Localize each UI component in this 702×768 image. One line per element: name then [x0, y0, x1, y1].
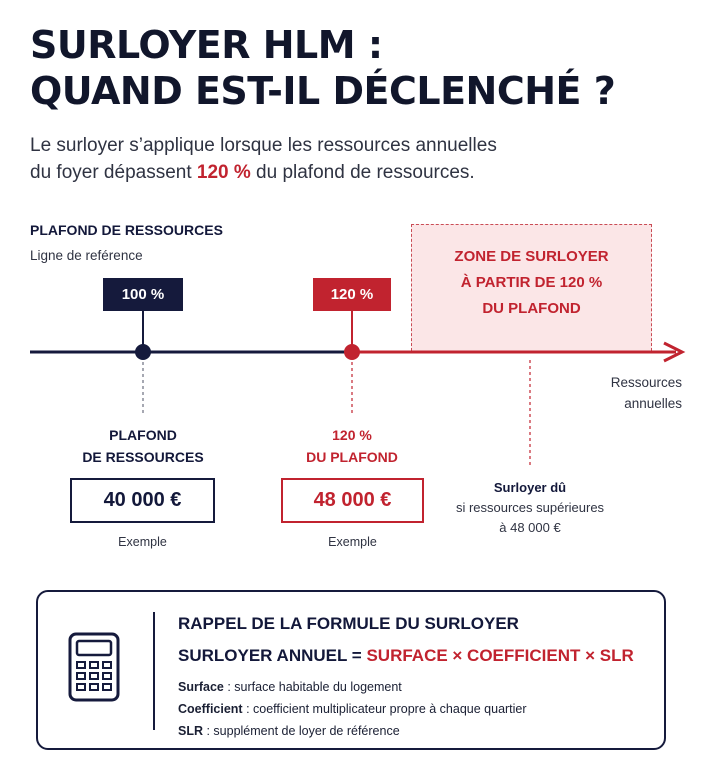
point-120-label: [272, 424, 432, 468]
definition-separator: :: [242, 702, 254, 716]
point-120-label-line-2: DU PLAFOND: [306, 449, 398, 465]
definition-separator: :: [223, 680, 235, 694]
formula-card: [36, 590, 666, 750]
point-100-label-line-2: DE RESSOURCES: [82, 449, 204, 465]
definition-coefficient: [178, 702, 527, 716]
surloyer-due-heading: Surloyer dû: [493, 480, 567, 495]
formula-heading: RAPPEL DE LA FORMULE DU SURLOYER: [178, 614, 519, 633]
point-100-label: [62, 424, 224, 468]
title-line-2: QUAND EST-IL DÉCLENCHÉ ?: [30, 69, 616, 113]
formula-lhs: SURLOYER ANNUEL =: [178, 646, 367, 665]
zone-line-2: À PARTIR DE 120 %: [460, 274, 603, 291]
threshold-example-note: Exemple: [328, 535, 377, 549]
title-line-1: SURLOYER HLM :: [30, 23, 383, 67]
calculator-icon: [68, 632, 120, 702]
formula-equation: [178, 646, 634, 666]
definition-slr: [178, 724, 400, 738]
plafond-example-note: Exemple: [118, 535, 167, 549]
point-120-marker: [344, 344, 360, 360]
axis-label-line-1: Ressources: [610, 375, 682, 390]
definition-text: surface habitable du logement: [234, 680, 402, 694]
point-120-label-line-1: 120 %: [332, 427, 372, 443]
intro-line-2-post: du plafond de ressources.: [250, 162, 475, 183]
zone-line-1: ZONE DE SURLOYER: [454, 248, 609, 265]
axis-label-line-2: annuelles: [624, 396, 682, 411]
definition-surface: [178, 680, 402, 694]
point-100-label-line-1: PLAFOND: [109, 427, 177, 443]
surloyer-due-line-1: si ressources supérieures: [455, 500, 605, 515]
point-100-marker: [135, 344, 151, 360]
surloyer-due-line-2: à 48 000 €: [499, 520, 561, 535]
plafond-subheading: Ligne de reférence: [30, 248, 143, 263]
plafond-heading: PLAFOND DE RESSOURCES: [30, 222, 223, 238]
definition-term: Coefficient: [178, 702, 243, 716]
tag-100-percent: 100 %: [103, 278, 183, 311]
tag-120-percent: 120 %: [313, 278, 391, 311]
formula-rhs: SURFACE × COEFFICIENT × SLR: [366, 646, 634, 665]
definition-term: SLR: [178, 724, 203, 738]
definition-text: coefficient multiplicateur propre à chaque quartier: [253, 702, 527, 716]
formula-divider: [153, 612, 155, 730]
axis-label: [611, 372, 682, 414]
threshold-highlight: 120 %: [196, 162, 251, 183]
surloyer-due-note: [440, 478, 620, 538]
intro-line-1: Le surloyer s’applique lorsque les ressources annuelles: [30, 135, 497, 156]
definition-separator: :: [203, 724, 214, 738]
definition-term: Surface: [178, 680, 224, 694]
plafond-value-box: 40 000 €: [70, 478, 215, 523]
zone-line-3: DU PLAFOND: [482, 300, 581, 317]
threshold-value-box: 48 000 €: [281, 478, 424, 523]
definition-text: supplément de loyer de référence: [213, 724, 400, 738]
intro-line-2-pre: du foyer dépassent: [30, 162, 197, 183]
